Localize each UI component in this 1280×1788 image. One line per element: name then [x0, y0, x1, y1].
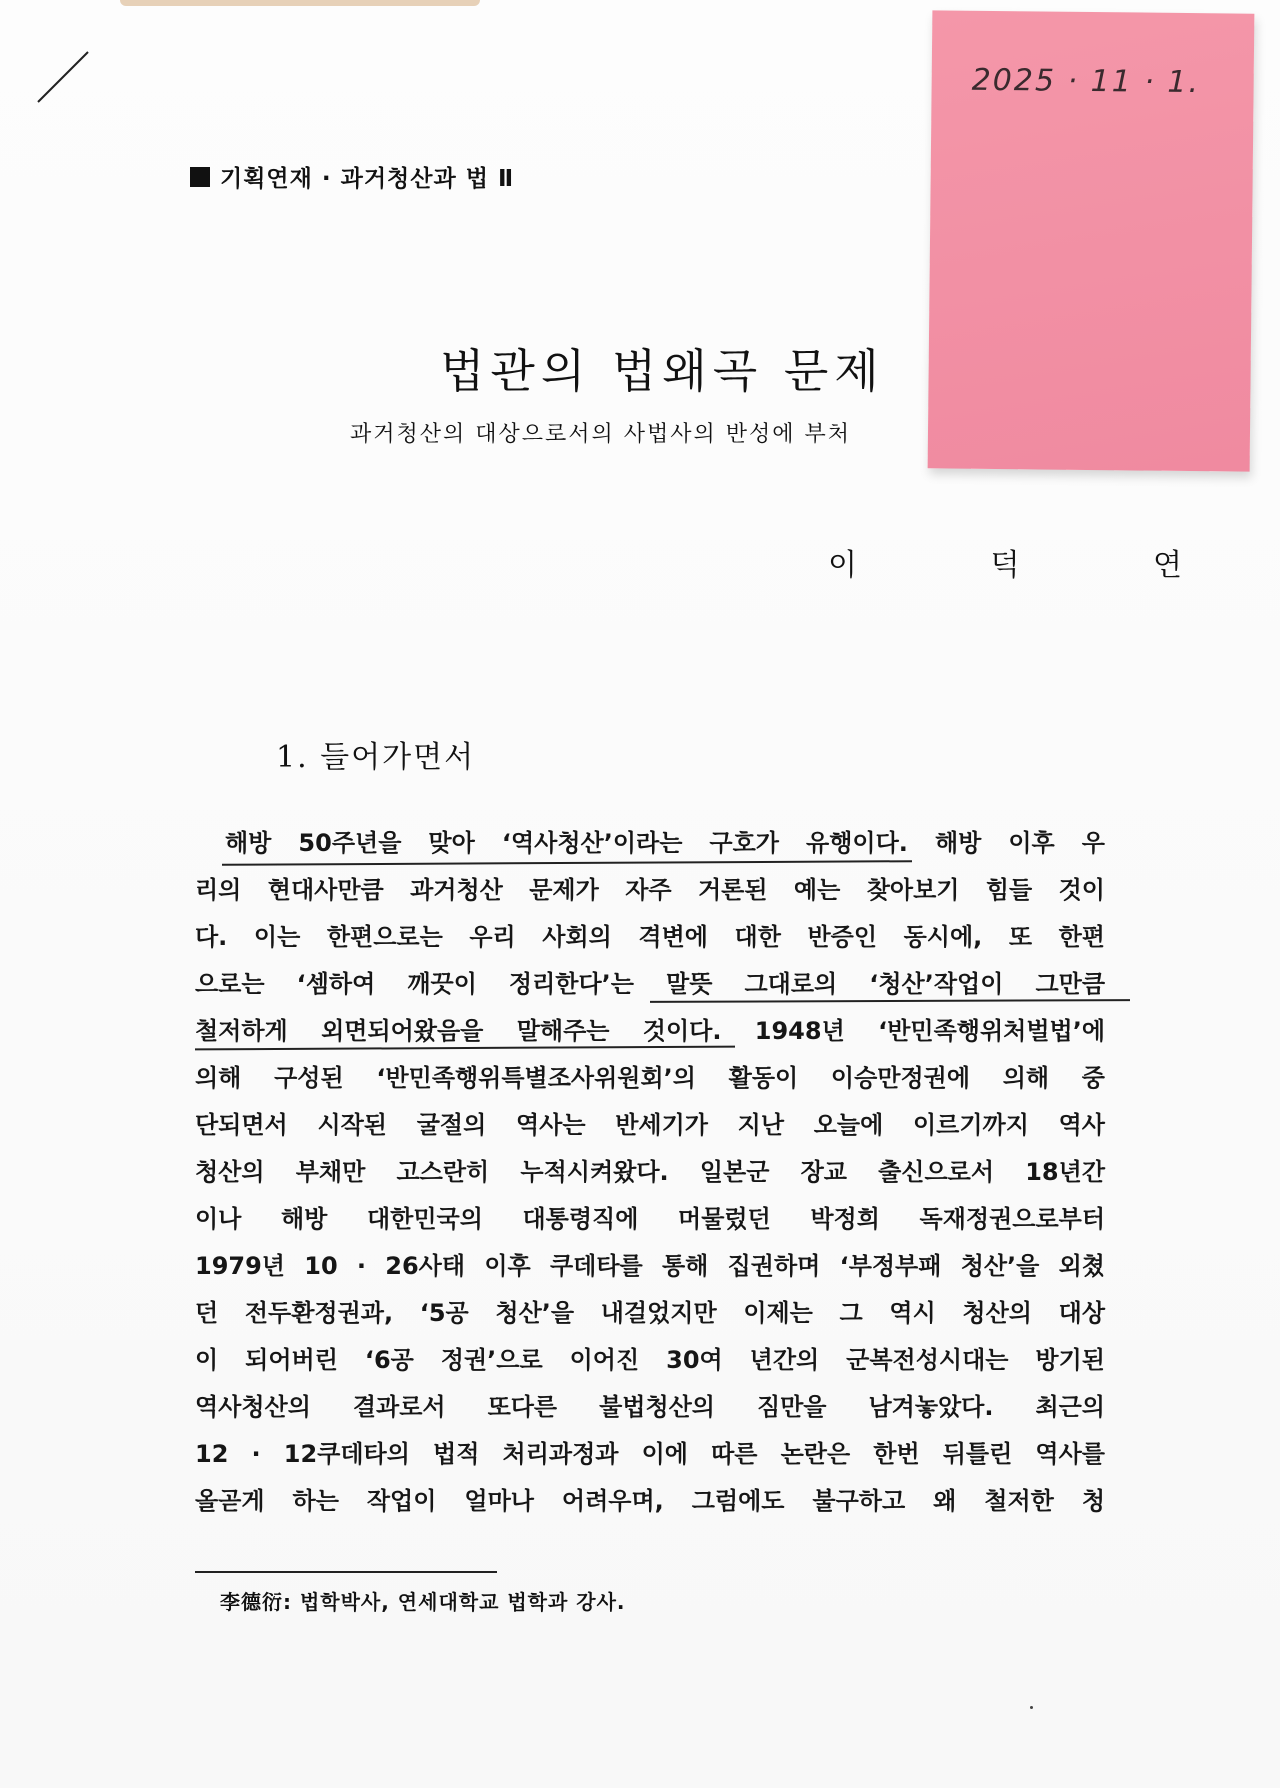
pen-slash-mark — [34, 48, 92, 106]
body-line: 철저하게 외면되어왔음을 말해주는 것이다. 1948년 ‘반민족행위처벌법’에 — [195, 1017, 1105, 1045]
article-subtitle: 과거청산의 대상으로서의 사법사의 반성에 부처 — [350, 422, 852, 447]
body-line: 단되면서 시작된 굴절의 역사는 반세기가 지난 오늘에 이르기까지 역사 — [195, 1111, 1105, 1139]
body-line: 이나 해방 대한민국의 대통령직에 머물렀던 박정희 독재정권으로부터 — [195, 1205, 1105, 1233]
article-title: 법관의 법왜곡 문제 — [440, 344, 885, 398]
body-line: 의해 구성된 ‘반민족행위특별조사위원회’의 활동이 이승만정권에 의해 중 — [195, 1064, 1105, 1092]
body-line: 해방 50주년을 맞아 ‘역사청산’이라는 구호가 유행이다. 해방 이후 우 — [225, 829, 1105, 857]
body-line: 1979년 10 · 26사태 이후 쿠데타를 통해 집권하며 ‘부정부패 청산’을 외쳤 — [195, 1252, 1105, 1280]
body-line: 역사청산의 결과로서 또다른 불법청산의 짐만을 남겨놓았다. 최근의 — [195, 1393, 1105, 1421]
body-text — [195, 820, 1105, 1525]
body-line: 12 · 12쿠데타의 법적 처리과정과 이에 따른 논란은 한번 뒤틀린 역사를 — [195, 1440, 1105, 1468]
body-line: 청산의 부채만 고스란히 누적시켜왔다. 일본군 장교 출신으로서 18년간 — [195, 1158, 1105, 1186]
paper-speck — [1030, 1706, 1033, 1709]
author-name: 이 덕 연 — [828, 548, 1245, 583]
body-line: 이 되어버린 ‘6공 정권’으로 이어진 30여 년간의 군복전성시대는 방기된 — [195, 1346, 1105, 1374]
sticky-note — [928, 10, 1255, 471]
section-heading: 1. 들어가면서 — [276, 740, 476, 775]
black-square-icon — [190, 167, 210, 187]
footnote-divider — [195, 1571, 497, 1573]
body-line: 다. 이는 한편으로는 우리 사회의 격변에 대한 반증인 동시에, 또 한편 — [195, 923, 1105, 951]
sticky-note-date: 2025 · 11 · 1. — [971, 62, 1201, 101]
series-header — [190, 160, 514, 193]
body-line: 올곧게 하는 작업이 얼마나 어려우며, 그럼에도 불구하고 왜 철저한 청 — [195, 1487, 1105, 1515]
body-line: 던 전두환정권과, ‘5공 청산’을 내걸었지만 이제는 그 역시 청산의 대상 — [195, 1299, 1105, 1327]
body-line: 리의 현대사만큼 과거청산 문제가 자주 거론된 예는 찾아보기 힘들 것이 — [195, 876, 1105, 904]
footnote: 李德衍: 법학박사, 연세대학교 법학과 강사. — [220, 1590, 626, 1614]
body-line: 으로는 ‘셈하여 깨끗이 정리한다’는 말뜻 그대로의 ‘청산’작업이 그만큼 — [195, 970, 1105, 998]
series-label: 기획연재 · 과거청산과 법 Ⅱ — [220, 166, 515, 192]
page-edge-shadow — [120, 0, 480, 6]
